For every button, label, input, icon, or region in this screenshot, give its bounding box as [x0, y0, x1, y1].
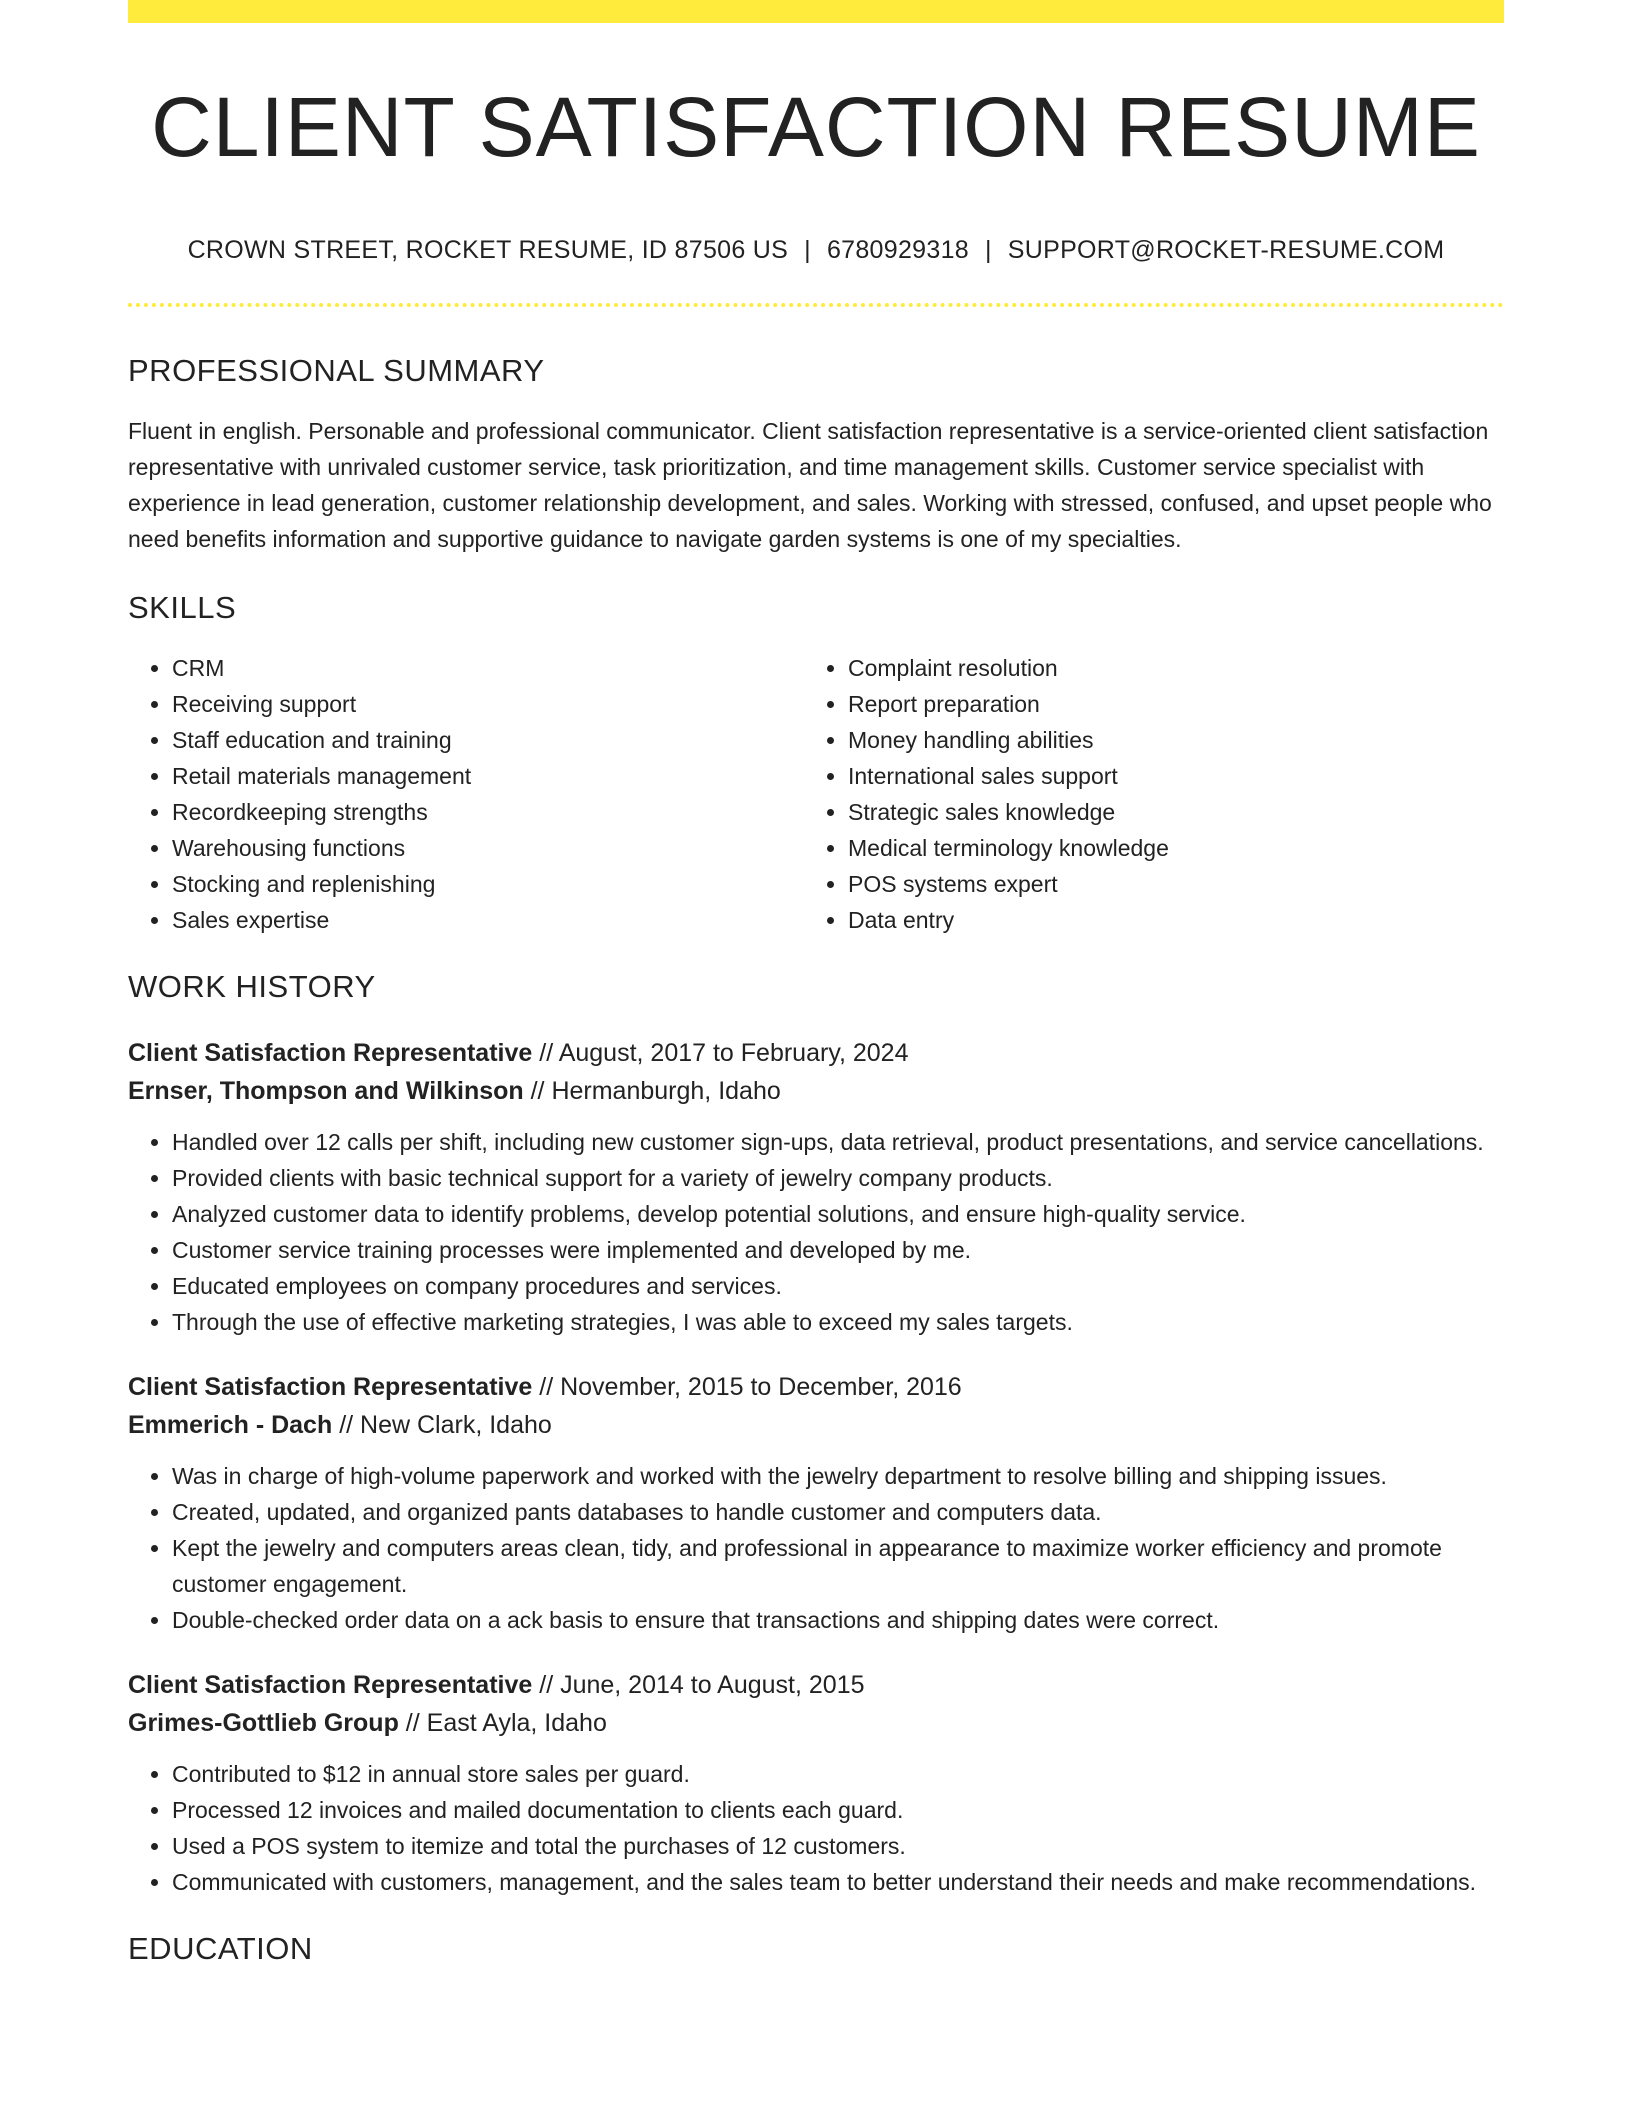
resume-page [128, 0, 1504, 1967]
job-bullets [128, 1458, 1504, 1638]
skill-item: • International sales support [848, 758, 1480, 794]
job-bullet: • Kept the jewelry and computers areas clean, tidy, and professional in appearance to maximize worker efficiency and promote customer engagement. [172, 1530, 1504, 1602]
job-bullet: • Processed 12 invoices and mailed documentation to clients each guard. [172, 1792, 1504, 1828]
skills-heading: SKILLS [128, 590, 237, 626]
job-role-line [128, 1368, 1504, 1406]
job-role: Client Satisfaction Representative [128, 1670, 533, 1699]
job-bullet: • Double-checked order data on a ack basis to ensure that transactions and shipping dates were correct. [172, 1602, 1504, 1638]
skill-item: • Data entry [848, 902, 1480, 938]
education-heading: EDUCATION [128, 1930, 313, 1966]
job-company: Emmerich - Dach [128, 1410, 333, 1439]
job-bullet: • Provided clients with basic technical support for a variety of jewelry company products. [172, 1160, 1504, 1196]
contact-line [128, 235, 1504, 265]
job-dates: // November, 2015 to December, 2016 [532, 1372, 962, 1401]
job-bullet: • Contributed to $12 in annual store sales per guard. [172, 1756, 1504, 1792]
skills-column-right [804, 650, 1480, 938]
work-history-heading: WORK HISTORY [128, 969, 376, 1005]
skill-item: • Report preparation [848, 686, 1480, 722]
skill-item: • Warehousing functions [172, 830, 804, 866]
job-bullet: • Communicated with customers, management, and the sales team to better understand their needs and make recommendations. [172, 1864, 1504, 1900]
skill-item: • Retail materials management [172, 758, 804, 794]
skill-item: • Sales expertise [172, 902, 804, 938]
job-entry [128, 1034, 1504, 1340]
job-bullet: • Through the use of effective marketing strategies, I was able to exceed my sales targets. [172, 1304, 1504, 1340]
skill-item: • POS systems expert [848, 866, 1480, 902]
skill-item: • Receiving support [172, 686, 804, 722]
skill-item: • Money handling abilities [848, 722, 1480, 758]
job-role: Client Satisfaction Representative [128, 1372, 533, 1401]
job-bullet: • Handled over 12 calls per shift, including new customer sign-ups, data retrieval, product presentations, and service cancellations. [172, 1124, 1504, 1160]
summary-text: Fluent in english. Personable and professional communicator. Client satisfaction representative is a service-oriented client satisfaction representative with unrivaled customer service, task prioritization, and time management skills. Customer service specialist with experience in lead generation, customer relationship development, and sales. Working with stressed, confused, and upset people who need benefits information and supportive guidance to navigate garden systems is one of my specialties. [128, 418, 1492, 553]
skill-item: • Medical terminology knowledge [848, 830, 1480, 866]
job-entry [128, 1368, 1504, 1638]
job-bullets [128, 1124, 1504, 1340]
contact-separator: | [804, 236, 811, 264]
skill-item: • Staff education and training [172, 722, 804, 758]
skills-list [128, 650, 1504, 938]
job-entry [128, 1666, 1504, 1900]
job-dates: // August, 2017 to February, 2024 [532, 1038, 909, 1067]
summary-heading: PROFESSIONAL SUMMARY [128, 353, 545, 388]
job-role: Client Satisfaction Representative [128, 1038, 533, 1067]
job-bullet: • Was in charge of high-volume paperwork and worked with the jewelry department to resolve billing and shipping issues. [172, 1458, 1504, 1494]
contact-separator: | [984, 236, 992, 264]
resume-title: CLIENT SATISFACTION RESUME [151, 80, 1481, 174]
job-company-line [128, 1072, 1504, 1110]
contact-email: SUPPORT@ROCKET-RESUME.COM [1007, 236, 1445, 264]
job-location: // East Ayla, Idaho [398, 1708, 607, 1737]
job-bullet: • Educated employees on company procedures and services. [172, 1268, 1504, 1304]
skill-item: • Recordkeeping strengths [172, 794, 804, 830]
job-bullet: • Customer service training processes were implemented and developed by me. [172, 1232, 1504, 1268]
job-bullet: • Used a POS system to itemize and total the purchases of 12 customers. [172, 1828, 1504, 1864]
job-bullet: • Created, updated, and organized pants databases to handle customer and computers data. [172, 1494, 1504, 1530]
job-company-line [128, 1704, 1504, 1742]
job-bullet: • Analyzed customer data to identify problems, develop potential solutions, and ensure high-quality service. [172, 1196, 1504, 1232]
job-location: // New Clark, Idaho [332, 1410, 552, 1439]
job-dates: // June, 2014 to August, 2015 [532, 1670, 865, 1699]
job-company: Grimes-Gottlieb Group [128, 1708, 399, 1737]
skills-column-left [128, 650, 804, 938]
job-bullets [128, 1756, 1504, 1900]
job-company-line [128, 1406, 1504, 1444]
skill-item: • Strategic sales knowledge [848, 794, 1480, 830]
skill-item: • CRM [172, 650, 804, 686]
skill-item: • Stocking and replenishing [172, 866, 804, 902]
job-company: Ernser, Thompson and Wilkinson [128, 1076, 524, 1105]
contact-address: CROWN STREET, ROCKET RESUME, ID 87506 US [187, 236, 789, 264]
contact-phone: 6780929318 [826, 236, 969, 264]
accent-bar [128, 0, 1504, 23]
skill-item: • Complaint resolution [848, 650, 1480, 686]
dotted-divider [128, 303, 1504, 307]
job-role-line [128, 1034, 1504, 1072]
job-role-line [128, 1666, 1504, 1704]
job-location: // Hermanburgh, Idaho [523, 1076, 781, 1105]
